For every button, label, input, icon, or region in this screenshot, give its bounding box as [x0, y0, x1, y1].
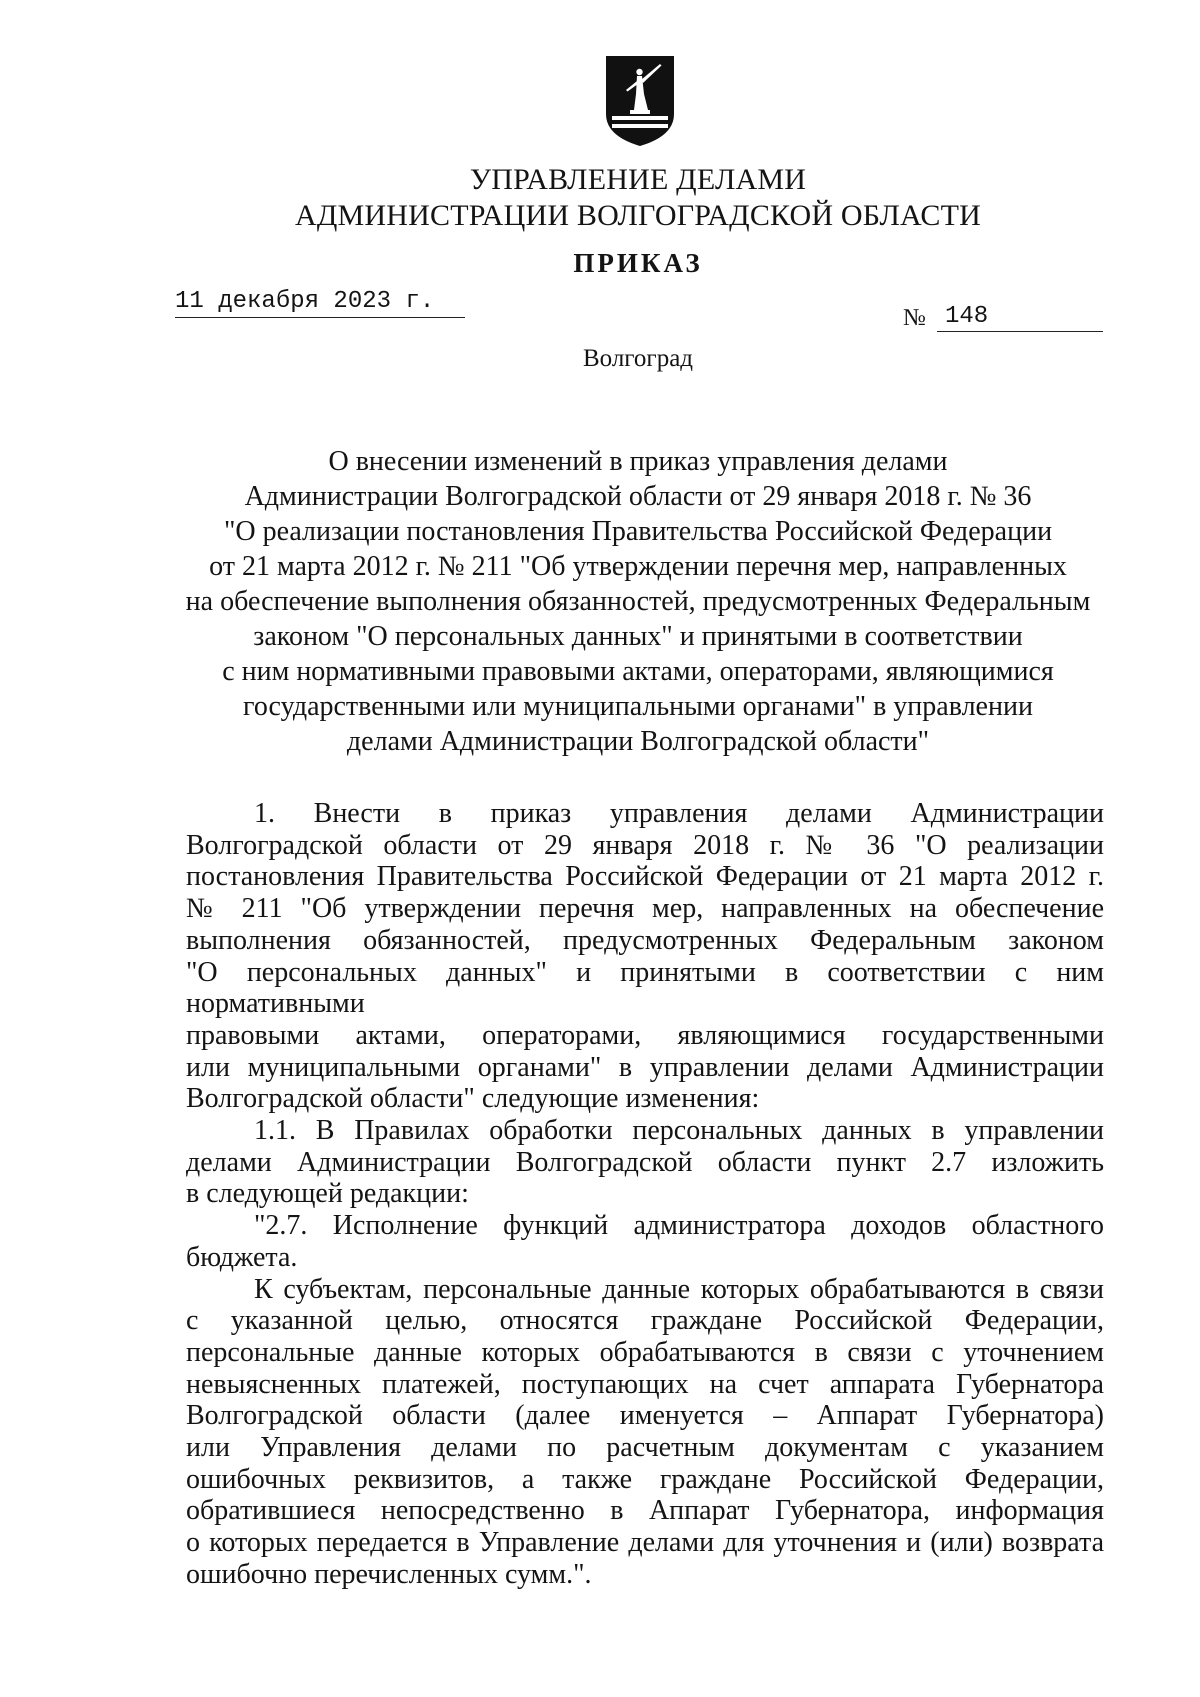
title-line: "О реализации постановления Правительства Российской Федерации — [223, 516, 1053, 547]
paragraph-line: "2.7. Исполнение функций администратора доходов областного — [254, 1210, 1104, 1242]
document-city: Волгоград — [582, 345, 694, 372]
paragraph-1-1 — [186, 1115, 1104, 1210]
document-date: 11 декабря 2023 г. — [175, 288, 465, 318]
paragraph-line: правовыми актами, операторами, являющимися государственными — [186, 1019, 1104, 1051]
paragraph-line: выполнения обязанностей, предусмотренных Федеральным законом — [186, 924, 1104, 956]
paragraph-line: с указанной целью, относятся граждане Российской Федерации, — [186, 1305, 1104, 1337]
paragraph-line: делами Администрации Волгоградской области пункт 2.7 изложить — [186, 1146, 1104, 1178]
paragraph-line: или Управления делами по расчетным документам с указанием — [186, 1432, 1104, 1464]
paragraph-line: постановления Правительства Российской Федерации от 21 марта 2012 г. — [186, 861, 1104, 893]
title-line: делами Администрации Волгоградской области" — [346, 726, 930, 757]
paragraph-line: персональные данные которых обрабатываются в связи с уточнением — [186, 1336, 1104, 1368]
number-value: 148 — [937, 303, 1103, 332]
document-number — [903, 303, 1103, 333]
paragraph-line: № 211 "Об утверждении перечня мер, направленных на обеспечение — [186, 893, 1104, 925]
paragraph-line: К субъектам, персональные данные которых обрабатываются в связи — [254, 1273, 1104, 1305]
number-label: № — [903, 305, 926, 331]
paragraph-line: ошибочно перечисленных сумм.". — [186, 1558, 592, 1590]
paragraph-line: Волгоградской области" следующие изменения: — [186, 1083, 760, 1115]
paragraph-line: бюджета. — [186, 1241, 298, 1273]
paragraph-line: о которых передается в Управление делами для уточнения и (или) возврата — [186, 1527, 1104, 1559]
paragraph-2-7 — [186, 1210, 1104, 1273]
paragraph-line: невыясненных платежей, поступающих на счет аппарата Губернатора — [186, 1368, 1104, 1400]
organization-name-line1: УПРАВЛЕНИЕ ДЕЛАМИ — [469, 163, 807, 196]
paragraph-subjects — [186, 1274, 1104, 1591]
title-line: от 21 марта 2012 г. № 211 "Об утверждении перечня мер, направленных — [209, 551, 1067, 582]
paragraph-line: 1. Внести в приказ управления делами Администрации — [254, 798, 1104, 829]
title-line: О внесении изменений в приказ управления делами — [328, 446, 948, 477]
paragraph-line: или муниципальными органами" в управлении делами Администрации — [186, 1051, 1104, 1083]
paragraph-line: ошибочных реквизитов, а также граждане Российской Федерации, — [186, 1463, 1104, 1495]
paragraph-line: 1.1. В Правилах обработки персональных данных в управлении — [254, 1115, 1104, 1147]
paragraph-line: Волгоградской области от 29 января 2018 г. № 36 "О реализации — [186, 829, 1104, 861]
title-line: законом "О персональных данных" и принятыми в соответствии — [253, 621, 1023, 652]
organization-name-line2: АДМИНИСТРАЦИИ ВОЛГОГРАДСКОЙ ОБЛАСТИ — [294, 199, 981, 232]
document-type: ПРИКАЗ — [573, 248, 703, 278]
paragraph-1 — [186, 798, 1104, 1115]
title-line: государственными или муниципальными органами" в управлении — [243, 691, 1033, 722]
paragraph-line: Волгоградской области (далее именуется – Аппарат Губернатора) — [186, 1400, 1104, 1432]
paragraph-line: в следующей редакции: — [186, 1178, 469, 1210]
coat-of-arms-icon — [604, 54, 676, 148]
paragraph-line: "О персональных данных" и принятыми в соответствии с ним нормативными — [186, 956, 1104, 1020]
paragraph-line: обратившиеся непосредственно в Аппарат Губернатора, информация — [186, 1495, 1104, 1527]
title-line: на обеспечение выполнения обязанностей, предусмотренных Федеральным — [185, 586, 1091, 617]
document-body — [186, 798, 1104, 1591]
title-line: с ним нормативными правовыми актами, операторами, являющимися — [222, 656, 1054, 687]
document-title — [165, 444, 1111, 759]
title-line: Администрации Волгоградской области от 29 января 2018 г. № 36 — [244, 481, 1032, 512]
